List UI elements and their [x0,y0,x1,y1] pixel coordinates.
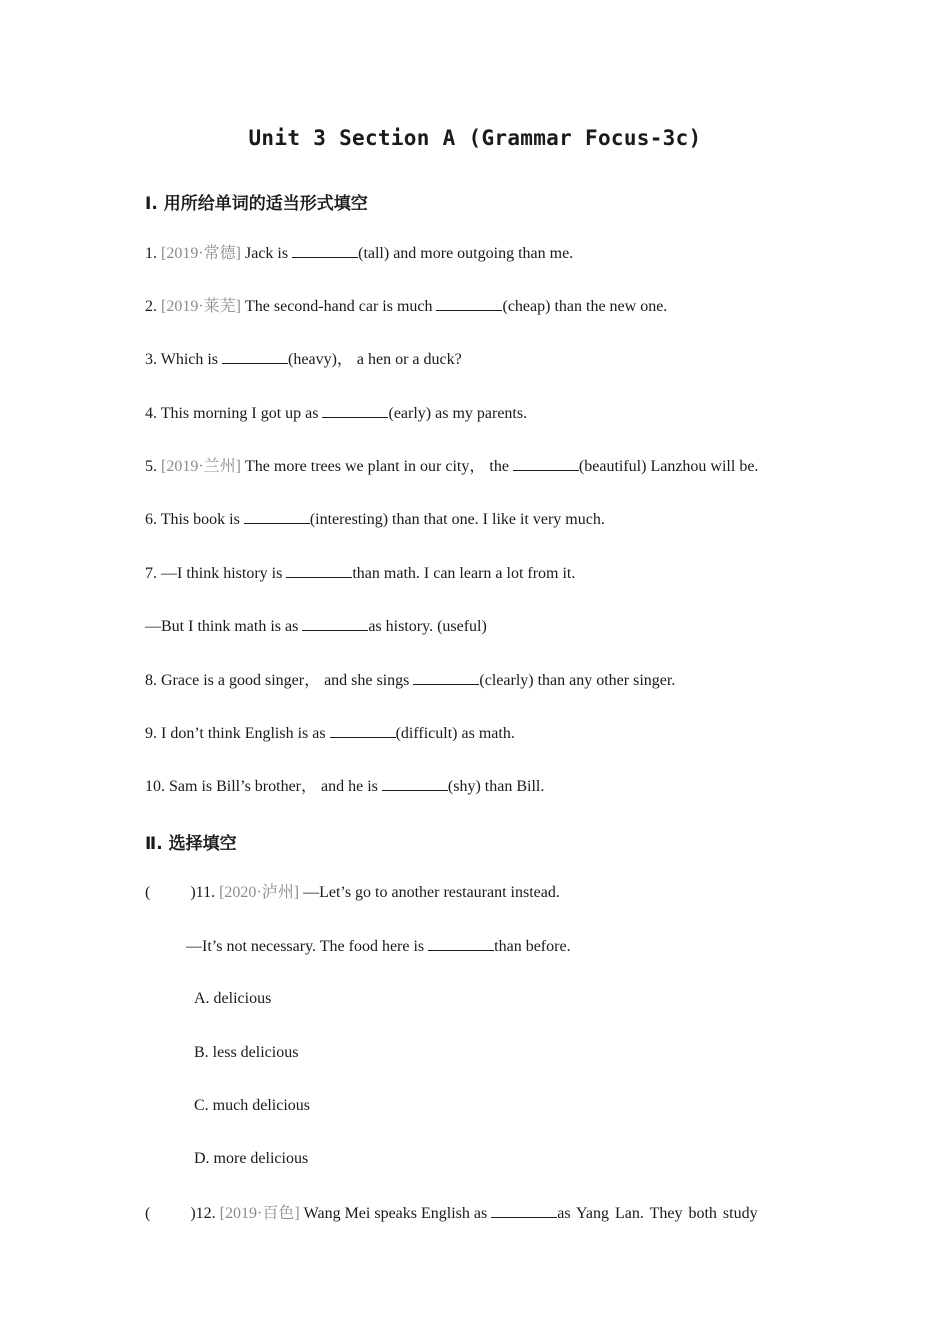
question-text: as Yang Lan. They both study [557,1205,758,1222]
fill-in-item [145,563,575,584]
source-tag: [2019·兰州] [161,458,241,475]
question-text: —But I think math is as [145,618,303,635]
fill-blank[interactable] [286,563,352,578]
fill-in-item [145,403,527,424]
question-text: This book is [157,511,244,528]
question-12 [145,1203,758,1224]
section-1-heading: Ⅰ. 用所给单词的适当形式填空 [145,194,368,214]
option-b[interactable]: B. less delicious [194,1044,299,1061]
question-number: 5. [145,458,157,475]
question-number: 4. [145,405,157,422]
question-11-line-2 [186,936,571,957]
fill-in-item [145,509,605,530]
section-2-heading: Ⅱ. 选择填空 [145,834,237,854]
fill-blank[interactable] [491,1203,557,1218]
answer-paren-open: ( [145,884,151,901]
question-text: (clearly) than any other singer. [479,672,676,689]
fill-blank[interactable] [302,616,368,631]
question-number: 2. [145,298,157,315]
question-number: 10. [145,778,165,795]
question-number: 1. [145,245,157,262]
fill-blank[interactable] [513,456,579,471]
question-text: (shy) than Bill. [447,778,545,795]
question-text: The more trees we plant in our city， the [241,458,513,475]
question-text: —Let’s go to another restaurant instead. [299,884,560,901]
question-text: Grace is a good singer， and she sings [157,672,414,689]
fill-in-item [145,776,544,797]
option-c[interactable]: C. much delicious [194,1097,310,1114]
option-d[interactable]: D. more delicious [194,1150,309,1167]
answer-paren-open: ( [145,1205,151,1222]
question-text: (heavy)， a hen or a duck? [288,351,462,368]
question-text: Which is [157,351,223,368]
question-text: —I think history is [157,565,287,582]
fill-in-item [145,349,462,370]
question-text: Jack is [241,245,293,262]
fill-blank[interactable] [244,509,310,524]
source-tag: [2019·莱芜] [161,298,241,315]
question-text: than before. [494,938,571,955]
option-a[interactable]: A. delicious [194,990,272,1007]
fill-blank[interactable] [382,776,448,791]
fill-blank[interactable] [436,296,502,311]
question-text: (beautiful) Lanzhou will be. [578,458,759,475]
question-text: —It’s not necessary. The food here is [186,938,429,955]
source-tag: [2019·百色] [219,1205,300,1222]
question-text: This morning I got up as [157,405,323,422]
page-title: Unit 3 Section A (Grammar Focus-3c) [248,126,702,150]
question-number: )12. [190,1205,216,1222]
fill-blank[interactable] [330,723,396,738]
fill-in-item [145,723,515,744]
question-text: (difficult) as math. [395,725,515,742]
source-tag: [2020·泸州] [219,884,300,901]
question-number: 9. [145,725,157,742]
question-text: (cheap) than the new one. [502,298,668,315]
fill-blank[interactable] [322,403,388,418]
question-text: The second-hand car is much [241,298,437,315]
question-text: I don’t think English is as [157,725,330,742]
fill-in-item [145,616,487,637]
question-number: 8. [145,672,157,689]
question-number: 6. [145,511,157,528]
question-number: )11. [190,884,216,901]
question-text: (interesting) than that one. I like it very much. [309,511,605,528]
fill-blank[interactable] [222,349,288,364]
question-number: 3. [145,351,157,368]
question-11 [145,883,560,903]
fill-blank[interactable] [428,936,494,951]
question-text: as history. (useful) [368,618,487,635]
fill-blank[interactable] [292,243,358,258]
question-text: (tall) and more outgoing than me. [358,245,574,262]
fill-in-item [145,296,667,317]
question-text: Wang Mei speaks English as [299,1205,492,1222]
question-text: than math. I can learn a lot from it. [352,565,576,582]
fill-in-item [145,243,573,264]
source-tag: [2019·常德] [161,245,241,262]
fill-blank[interactable] [413,670,479,685]
question-text: (early) as my parents. [388,405,528,422]
fill-in-item [145,456,758,477]
question-text: Sam is Bill’s brother， and he is [165,778,382,795]
fill-in-item [145,670,675,691]
question-number: 7. [145,565,157,582]
